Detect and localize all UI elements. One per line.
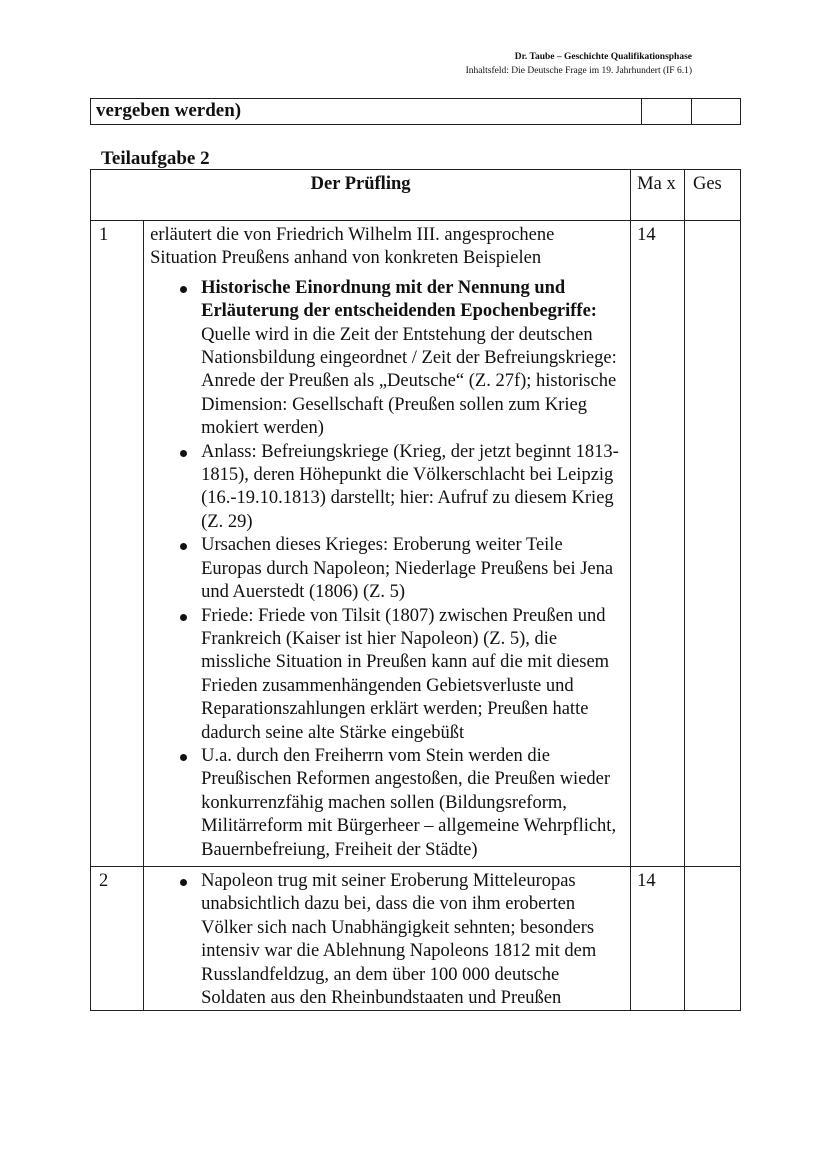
row-number: 1 — [91, 221, 144, 867]
previous-table-remainder — [90, 98, 741, 125]
header-ges: Ges — [684, 170, 740, 221]
bullet-text: Friede: Friede von Tilsit (1807) zwischen Preußen und Frankreich (Kaiser ist hier Napoleon) (Z. 5), die missliche Situation in Preußen kann auf die mit diesem Frieden zusammenhängenden Gebietsverluste und Reparationszahlungen erklärt werden; Preußen hatte dadurch seine alte Stärke eingebüßt — [201, 605, 610, 743]
continued-text: vergeben werden) — [91, 99, 642, 125]
max-points: 14 — [631, 866, 685, 1010]
bullet-list — [144, 277, 630, 862]
max-points: 14 — [631, 221, 685, 867]
header-pruefling: Der Prüfling — [91, 170, 631, 221]
bullet-heading: Historische Einordnung mit der Nennung und Erläuterung der entscheidenden Epochenbegriffe: — [201, 277, 597, 322]
list-item — [144, 870, 630, 1010]
section-heading: Teilaufgabe 2 — [101, 148, 210, 169]
bullet-icon — [180, 614, 187, 621]
max-cell — [642, 99, 691, 125]
achieved-points — [684, 866, 740, 1010]
row-content — [144, 221, 631, 867]
list-item — [144, 441, 630, 535]
bullet-icon — [180, 450, 187, 457]
row-number: 2 — [91, 866, 144, 1010]
row-content — [144, 866, 631, 1010]
list-item — [144, 534, 630, 604]
bullet-icon — [180, 543, 187, 550]
header-author-course: Dr. Taube – Geschichte Qualifikationsphase — [514, 52, 692, 62]
header-topic: Inhaltsfeld: Die Deutsche Frage im 19. Jahrhundert (IF 6.1) — [465, 66, 692, 76]
bullet-text: Quelle wird in die Zeit der Entstehung der deutschen Nationsbildung eingeordnet / Zeit der Befreiungskriege: Anrede der Preußen als „Deutsche“ (Z. 27f); historische Dimension: Gesellschaft (Preußen sollen zum Krieg mokiert werden) — [201, 324, 617, 439]
grading-table — [90, 169, 741, 1011]
bullet-text: Ursachen dieses Krieges: Eroberung weiter Teile Europas durch Napoleon; Niederlage Preußens bei Jena und Auerstedt (1806) (Z. 5) — [201, 535, 614, 603]
bullet-icon — [180, 754, 187, 761]
table-row — [91, 99, 741, 125]
bullet-icon — [180, 879, 187, 886]
list-item — [144, 745, 630, 862]
header-max: Ma x — [631, 170, 685, 221]
bullet-icon — [180, 286, 187, 293]
bullet-list — [144, 870, 630, 1010]
row-intro: erläutert die von Friedrich Wilhelm III. angesprochene Situation Preußens anhand von konkreten Beispielen — [150, 225, 555, 269]
achieved-points — [684, 221, 740, 867]
table-row — [91, 866, 741, 1010]
list-item — [144, 277, 630, 441]
table-row — [91, 221, 741, 867]
list-item — [144, 605, 630, 745]
bullet-text: U.a. durch den Freiherrn vom Stein werden die Preußischen Reformen angestoßen, die Preußen wieder konkurrenzfähig machen sollen (Bildungsreform, Militärreform mit Bürgerheer – allgemeine Wehrpflicht, Bauernbefreiung, Freiheit der Städte) — [201, 745, 617, 860]
ges-cell — [691, 99, 740, 125]
table-header-row — [91, 170, 741, 221]
bullet-text: Anlass: Befreiungskriege (Krieg, der jetzt beginnt 1813-1815), deren Höhepunkt die Völkerschlacht bei Leipzig (16.-19.10.1813) darstellt; hier: Aufruf zu diesem Krieg (Z. 29) — [201, 441, 619, 532]
bullet-text: Napoleon trug mit seiner Eroberung Mitteleuropas unabsichtlich dazu bei, dass die von ihm eroberten Völker sich nach Unabhängigkeit sehnten; besonders intensiv war die Ablehnung Napoleons 1812 mit dem Russlandfeldzug, an dem über 100 000 deutsche Soldaten aus den Rheinbundstaaten und Preußen — [201, 870, 597, 1008]
page-header — [466, 50, 692, 78]
